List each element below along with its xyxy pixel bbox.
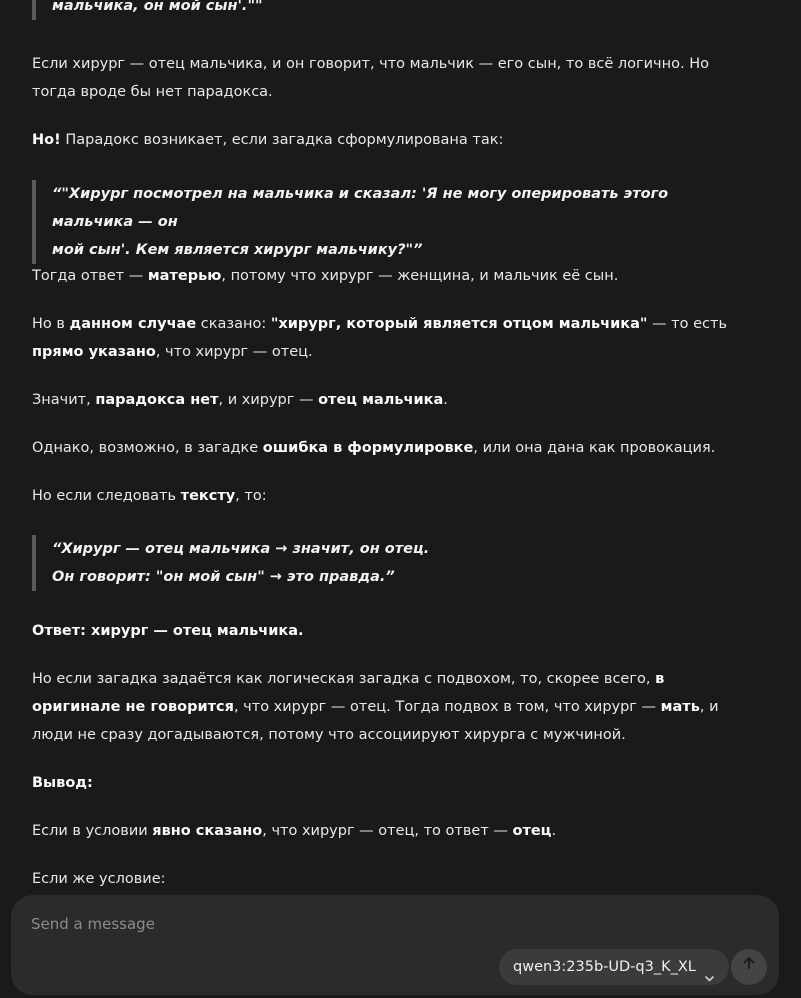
paragraph-text: . — [551, 823, 557, 839]
paragraph-text: , потому что хирург — женщина, и мальчик её сын. — [221, 268, 619, 284]
bold-text: ошибка в формулировке — [262, 440, 474, 456]
paragraph-text: Если в условии — [32, 823, 153, 839]
message-paragraph — [32, 434, 744, 462]
paragraph-text: Если же условие: — [32, 871, 166, 887]
paragraph-text: , что хирург — отец. Тогда подвох в том, что хирург — — [233, 699, 661, 715]
paragraph-text: , то: — [235, 488, 267, 504]
paragraph-text: , или она дана как провокация. — [473, 440, 716, 456]
paragraph-text: . — [443, 392, 448, 408]
paragraph-text: Но если загадка задаётся как логическая загадка с подвохом, то, скорее всего, — [32, 671, 656, 687]
bold-text: Ответ: хирург — отец мальчика. — [32, 623, 304, 639]
quote-line: Он говорит: "он мой сын" → это правда.” — [52, 569, 395, 585]
bold-text: парадокса нет — [95, 392, 219, 408]
paragraph-text: Если хирург — отец мальчика, и он говорит, что мальчик — его сын, то всё логично. Но тогда вроде бы нет парадокса. — [32, 56, 709, 100]
bold-text: тексту — [180, 488, 236, 504]
bold-text: Но! — [32, 132, 61, 148]
message-composer — [11, 895, 779, 995]
paragraph-text: Парадокс возникает, если загадка сформулирована так: — [60, 132, 504, 148]
bold-text: Вывод: — [32, 775, 93, 791]
bold-text: матерью — [147, 268, 222, 284]
model-selector[interactable] — [499, 949, 729, 985]
quote-line: “Хирург — отец мальчика → значит, он отец. — [52, 541, 430, 557]
message-paragraph — [32, 262, 744, 290]
quote-text: мальчика, он мой сын'."" — [52, 0, 263, 14]
message-paragraph — [32, 50, 744, 106]
send-button[interactable] — [731, 949, 767, 985]
paragraph-text: — то есть — [647, 316, 727, 332]
paragraph-text: Однако, возможно, в загадке — [32, 440, 263, 456]
bold-text: прямо указано — [32, 344, 156, 360]
paragraph-text: , и люди не сразу догадываются, потому что ассоциируют хирурга с мужчиной. — [32, 699, 719, 743]
bold-text: данном случае — [69, 316, 197, 332]
bold-text: мать — [660, 699, 700, 715]
message-paragraph — [32, 482, 744, 510]
blockquote — [32, 180, 744, 264]
bold-text: отец — [512, 823, 552, 839]
arrow-up-icon — [741, 953, 757, 981]
message-paragraph — [32, 817, 744, 845]
message-input[interactable]: Send a message — [31, 915, 155, 933]
conclusion-heading — [32, 769, 744, 797]
blockquote — [32, 535, 744, 591]
bold-text: отец мальчика — [318, 392, 444, 408]
paragraph-text: Тогда ответ — — [32, 268, 148, 284]
paragraph-text: Но в — [32, 316, 70, 332]
message-paragraph — [32, 865, 744, 893]
paragraph-text: , что хирург — отец. — [155, 344, 313, 360]
paragraph-text: Но если следовать — [32, 488, 181, 504]
bold-text: "хирург, который является отцом мальчика" — [270, 316, 648, 332]
model-name: qwen3:235b-UD-q3_K_XL — [513, 959, 696, 975]
paragraph-text: Значит, — [32, 392, 96, 408]
chevron-down-icon — [704, 962, 715, 973]
message-paragraph — [32, 310, 744, 366]
message-paragraph — [32, 665, 744, 749]
bold-text: в оригинале не говорится — [32, 671, 665, 715]
blockquote-cut — [32, 0, 744, 20]
quote-line: “"Хирург посмотрел на мальчика и сказал: 'Я не могу оперировать этого мальчика — он — [52, 186, 669, 230]
paragraph-text: сказано: — [196, 316, 271, 332]
message-paragraph — [32, 386, 744, 414]
bold-text: явно сказано — [152, 823, 263, 839]
paragraph-text: , что хирург — отец, то ответ — — [262, 823, 513, 839]
answer-paragraph — [32, 617, 744, 645]
message-paragraph — [32, 126, 744, 154]
quote-line: мой сын'. Кем является хирург мальчику?"” — [52, 242, 423, 258]
paragraph-text: , и хирург — — [218, 392, 319, 408]
